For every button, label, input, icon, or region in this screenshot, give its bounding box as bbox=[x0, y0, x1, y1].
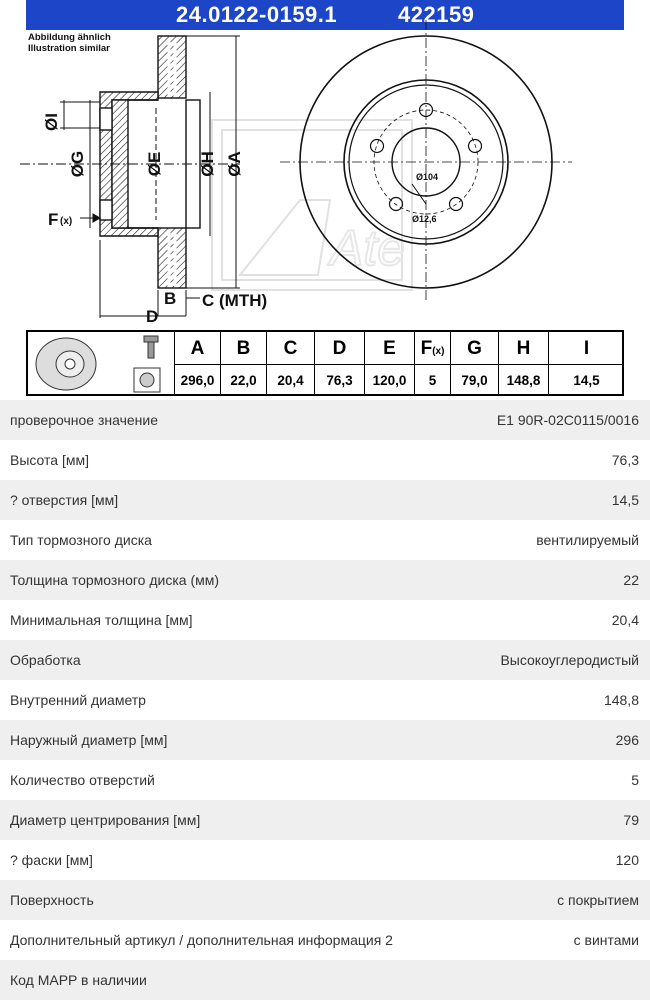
spec-label: Код MAPP в наличии bbox=[10, 972, 147, 988]
part-number: 24.0122-0159.1 bbox=[176, 2, 338, 27]
label-c: C (MTH) bbox=[202, 291, 268, 310]
spec-label: Высота [мм] bbox=[10, 452, 89, 468]
dim-value-g: 79,0 bbox=[450, 365, 498, 396]
dim-header-f-sub: (x) bbox=[432, 346, 445, 357]
spec-value: 14,5 bbox=[611, 492, 639, 508]
disc-front-view bbox=[280, 20, 572, 300]
dim-value-e: 120,0 bbox=[364, 365, 414, 396]
spec-row bbox=[0, 840, 650, 880]
spec-value: Высокоуглеродистый bbox=[500, 652, 639, 668]
dim-value-b: 22,0 bbox=[220, 365, 266, 396]
label-hole: Ø12,6 bbox=[412, 214, 437, 224]
illustration-note-de: Abbildung ähnlich bbox=[28, 32, 111, 43]
dim-header-i: I bbox=[548, 332, 624, 365]
dim-value-h: 148,8 bbox=[498, 365, 548, 396]
spec-value: 120 bbox=[615, 852, 639, 868]
spec-label: Обработка bbox=[10, 652, 81, 668]
spec-row bbox=[0, 680, 650, 720]
dim-header-f-letter: F bbox=[420, 338, 433, 359]
ate-watermark bbox=[212, 120, 412, 290]
spec-value: 79 bbox=[623, 812, 639, 828]
spec-row bbox=[0, 560, 650, 600]
spec-label: проверочное значение bbox=[10, 412, 159, 428]
spec-value: с винтами bbox=[573, 932, 639, 948]
spec-row bbox=[0, 800, 650, 840]
label-f-sub: (x) bbox=[60, 216, 73, 227]
spec-value: 148,8 bbox=[603, 692, 639, 708]
brake-disc-drawing bbox=[0, 0, 650, 330]
spec-row bbox=[0, 960, 650, 1000]
spec-value: вентилируемый bbox=[536, 532, 639, 548]
dim-header-a: A bbox=[174, 332, 220, 365]
dim-value-i: 14,5 bbox=[548, 365, 624, 396]
dim-header-f bbox=[414, 332, 450, 365]
spec-value: с покрытием bbox=[557, 892, 639, 908]
spec-label: Диаметр центрирования [мм] bbox=[10, 812, 201, 828]
spec-value: E1 90R-02C0115/0016 bbox=[496, 412, 639, 428]
label-dia-a: ØA bbox=[225, 151, 244, 177]
label-d: D bbox=[146, 307, 159, 326]
dim-header-e: E bbox=[364, 332, 414, 365]
dim-value-f: 5 bbox=[414, 365, 450, 396]
illustration-note-en: Illustration similar bbox=[28, 43, 110, 54]
label-dia-g: ØG bbox=[68, 150, 87, 178]
dim-header-c: C bbox=[266, 332, 314, 365]
spec-value: 296 bbox=[615, 732, 639, 748]
spec-value: 76,3 bbox=[611, 452, 639, 468]
spec-row bbox=[0, 920, 650, 960]
label-pcd: Ø104 bbox=[416, 172, 439, 182]
spec-list bbox=[0, 400, 650, 1000]
dim-header-b: B bbox=[220, 332, 266, 365]
spec-value: 20,4 bbox=[611, 612, 639, 628]
spec-label: Толщина тормозного диска (мм) bbox=[10, 572, 220, 588]
spec-label: ? отверстия [мм] bbox=[10, 492, 119, 508]
dim-value-c: 20,4 bbox=[266, 365, 314, 396]
svg-text:Ate: Ate bbox=[330, 220, 406, 276]
dim-header-h: H bbox=[498, 332, 548, 365]
spec-row bbox=[0, 720, 650, 760]
spec-row bbox=[0, 640, 650, 680]
label-f: F bbox=[48, 210, 59, 229]
dim-value-d: 76,3 bbox=[314, 365, 364, 396]
spec-row bbox=[0, 880, 650, 920]
dim-header-g: G bbox=[450, 332, 498, 365]
dimension-table bbox=[26, 330, 624, 396]
label-dia-h: ØH bbox=[198, 151, 217, 177]
spec-row bbox=[0, 600, 650, 640]
article-number: 422159 bbox=[398, 2, 475, 27]
spec-label: Количество отверстий bbox=[10, 772, 155, 788]
dim-header-d: D bbox=[314, 332, 364, 365]
spec-row bbox=[0, 480, 650, 520]
spec-label: Наружный диаметр [мм] bbox=[10, 732, 168, 748]
spec-value: 22 bbox=[623, 572, 639, 588]
label-b: B bbox=[164, 289, 177, 308]
label-dia-i: ØI bbox=[42, 113, 61, 131]
label-dia-e: ØE bbox=[145, 151, 164, 177]
spec-row bbox=[0, 400, 650, 440]
spec-label: Дополнительный артикул / дополнительная информация 2 bbox=[10, 932, 393, 948]
dim-value-a: 296,0 bbox=[174, 365, 220, 396]
disc-thumbnail bbox=[30, 334, 170, 394]
spec-label: Тип тормозного диска bbox=[10, 532, 152, 548]
spec-row bbox=[0, 760, 650, 800]
spec-value: 5 bbox=[631, 772, 639, 788]
spec-label: Поверхность bbox=[10, 892, 94, 908]
spec-label: Минимальная толщина [мм] bbox=[10, 612, 193, 628]
spec-label: ? фаски [мм] bbox=[10, 852, 93, 868]
spec-row bbox=[0, 520, 650, 560]
spec-label: Внутренний диаметр bbox=[10, 692, 146, 708]
spec-row bbox=[0, 440, 650, 480]
